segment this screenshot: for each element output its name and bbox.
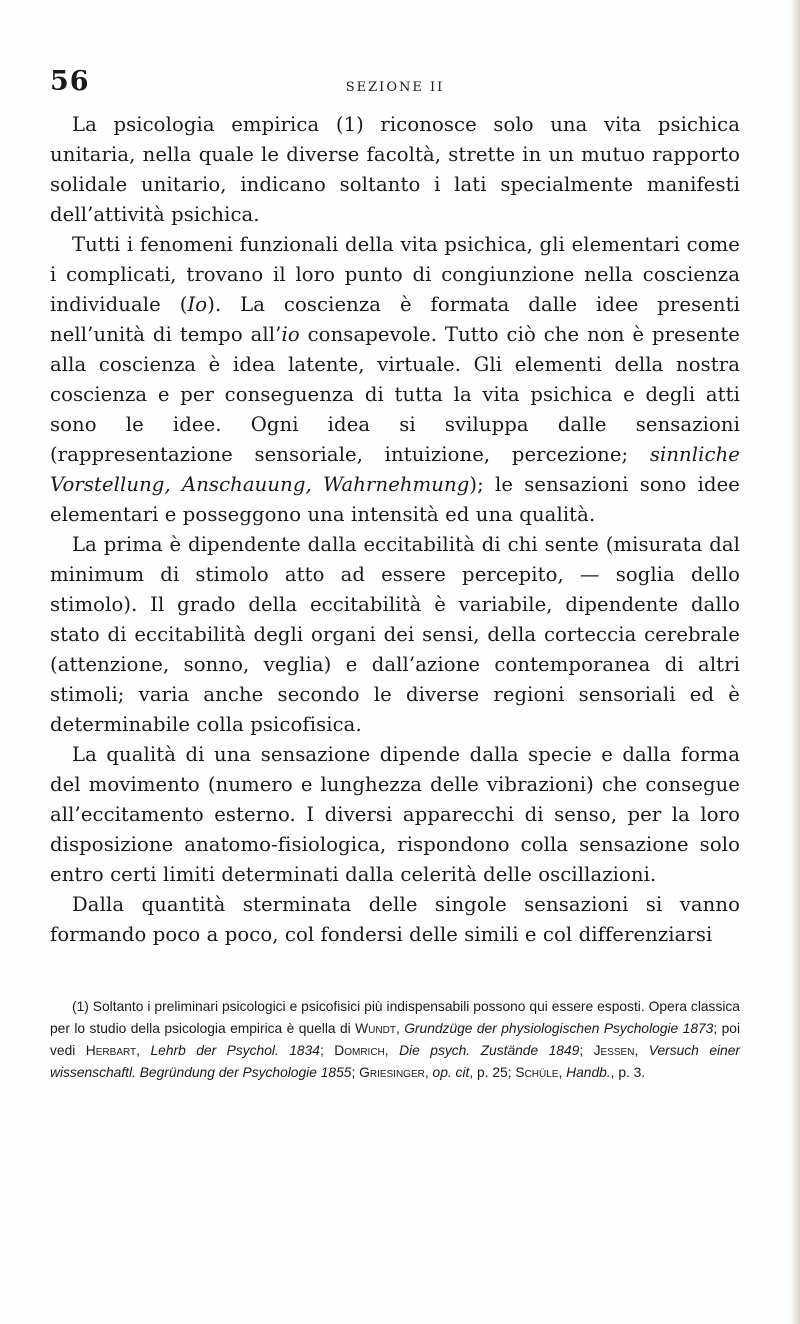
footnote-run: (1) Soltanto i preliminari psicologici e psicofisici più indispensabili possono qui essere esposti. Opera classica per lo studio della psicologia empirica è quella di [50, 999, 740, 1036]
footnote-run: Handb. [566, 1065, 611, 1080]
paragraph [50, 110, 740, 230]
footnote-run: , p. 25; [469, 1065, 516, 1080]
footnote-run: Grundzüge der physiologischen Psychologie 1873 [404, 1021, 714, 1036]
paragraph-run: sinnliche Vorstellung, Anschauung, Wahrnehmung [50, 443, 740, 496]
footnote-run: , p. 3. [610, 1065, 646, 1080]
footnote-run: , [424, 1065, 433, 1080]
footnote-run: Lehrb der Psychol. 1834 [150, 1043, 320, 1058]
footnote-run: Die psych. Zustände 1849 [399, 1043, 580, 1058]
footnote-run: Herbart [85, 1043, 137, 1058]
footnote-run: Griesinger [359, 1065, 425, 1080]
footnote-run: , [395, 1021, 405, 1036]
paragraph [50, 230, 740, 530]
paragraph-run: ); le sensazioni sono idee elementari e posseggono una intensità ed una qualità. [50, 473, 740, 526]
paragraph-run: La prima è dipendente dalla eccitabilità di chi sente (misurata dal minimum di stimolo atto ad essere percepito, — soglia dello stimolo). Il grado della eccitabilità è variabile, dipendente dallo stato di eccitabilità degli organi dei sensi, della corteccia cerebrale (attenzione, sonno, veglia) e dall’azione contemporanea di altri stimoli; varia anche secondo le diverse regioni sensoriali ed è determinabile colla psicofisica. [50, 533, 740, 736]
footnote-run: Schüle [515, 1065, 559, 1080]
paragraph-run: La psicologia empirica (1) riconosce solo una vita psichica unitaria, nella quale le diverse facoltà, strette in un mutuo rapporto solidale unitario, indicano soltanto i lati specialmente manifesti dell’attività psichica. [50, 113, 740, 226]
footnote-run: , [634, 1043, 649, 1058]
footnote-run: ; poi vedi [50, 1021, 741, 1058]
paragraph-run: La qualità di una sensazione dipende dalla specie e dalla forma del movimento (numero e lunghezza delle vibrazioni) che consegue all’eccitamento esterno. I diversi apparecchi di senso, per la loro disposizione anatomo-fisiologica, rispondono colla sensazione solo entro certi limiti determinati dalla celerità delle oscillazioni. [50, 743, 740, 886]
footnote-run: Versuch einer wissenschaftl. Begründung der Psychologie 1855 [50, 1043, 741, 1080]
page-number: 56 [50, 66, 90, 97]
footnote-run: , [136, 1043, 151, 1058]
footnote-run: ; [351, 1065, 360, 1080]
paragraph-run: Dalla quantità sterminata delle singole sensazioni si vanno formando poco a poco, col fondersi delle simili e col differenziarsi [50, 893, 740, 946]
footnote-run: Domrich [334, 1043, 385, 1058]
footnote-run: ; [579, 1043, 594, 1058]
paragraph-run: io [281, 323, 300, 346]
footnote-run: , [384, 1043, 400, 1058]
paragraph-run: consapevole. Tutto ciò che non è presente alla coscienza è idea latente, virtuale. Gli elementi della nostra coscienza e per conseguenza di tutta la vita psichica e degli atti sono le idee. Ogni idea si sviluppa dalle sensazioni (rappresentazione sensoriale, intuizione, percezione; [50, 323, 740, 466]
footnote-run: op. cit [432, 1065, 470, 1080]
footnote-run: ; [319, 1043, 335, 1058]
footnote-run: Wundt [355, 1021, 396, 1036]
paragraph-run: ). La coscienza è formata dalle idee presenti nell’unità di tempo all’ [50, 293, 740, 346]
paragraph [50, 740, 740, 890]
paragraph [50, 530, 740, 740]
body-text [50, 110, 740, 950]
running-head: SEZIONE II [345, 80, 445, 95]
paragraph-run: Tutti i fenomeni funzionali della vita psichica, gli elementari come i complicati, trovano il loro punto di congiunzione nella coscienza individuale ( [50, 233, 740, 316]
footnotes [50, 996, 740, 1084]
page-header [50, 66, 740, 106]
paragraph-run: Io [187, 293, 208, 316]
paragraph [50, 890, 740, 950]
footnote [50, 996, 740, 1084]
footnote-run: Jessen [593, 1043, 635, 1058]
footnote-run: , [558, 1065, 567, 1080]
